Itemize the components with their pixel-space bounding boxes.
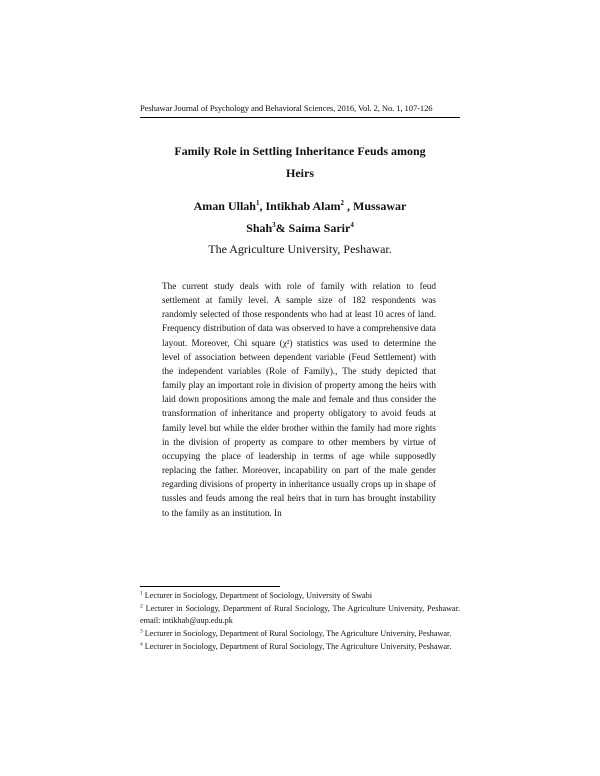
author-separator: &	[275, 221, 289, 235]
footnote-mark: 3	[140, 628, 143, 635]
footnote	[140, 641, 460, 652]
footnote	[140, 603, 460, 625]
abstract-paragraph: The current study deals with role of family with relation to feud settlement at family level. A sample size of 182 respondents was randomly selected of those respondents who had at least 10 acres of land. Frequency distribution of data was observed to have a comprehensive data layout. Moreover, Chi square (χ²) statistics was used to determine the level of association between dependent variable (Feud Settlement) with the independent variables (Role of Family)., The study depicted that family play an important role in division of property among the heirs with laid down propositions among the male and female and thus consider the transformation of inheritance and property obligatory to avoid feuds at family level but while the elder brother within the family had more rights in the division of property as compare to other members by virtue of occupying the place of leadership in terms of age while supposedly replacing the father. Moreover, incapability on part of the male gender regarding divisions of property in inheritance usually crops up in shape of tussles and feuds among the real heirs that in turn has brought instability to the family as an institution. In	[162, 281, 437, 518]
authors-line-1	[140, 195, 460, 217]
author-name: Shah	[246, 221, 273, 235]
author-footnote-mark: 4	[350, 221, 354, 229]
footnote-text: Lecturer in Sociology, Department of Sociology, University of Swabi	[144, 591, 373, 600]
footnote-rule	[140, 586, 280, 587]
author-separator: ,	[344, 199, 354, 213]
author-separator: ,	[259, 199, 266, 213]
author-list	[140, 195, 460, 239]
footnote-text: Lecturer in Sociology, Department of Rural Sociology, The Agriculture University, Peshawar.	[144, 628, 452, 638]
author-name: Aman Ullah	[193, 199, 256, 213]
paper-title	[140, 140, 460, 184]
author-name: Saima Sarir	[288, 221, 351, 235]
footnote	[140, 628, 460, 639]
title-line-2: Heirs	[286, 166, 314, 180]
affiliation: The Agriculture University, Peshawar.	[208, 242, 392, 256]
author-name: Intikhab Alam	[265, 199, 341, 213]
footnote-text: Lecturer in Sociology, Department of Rural Sociology, The Agriculture University, Peshawar.	[144, 642, 452, 652]
footnote-mark: 2	[140, 603, 143, 610]
footnote-mark: 4	[140, 641, 143, 648]
author-footnote-mark: 3	[272, 221, 276, 229]
journal-header: Peshawar Journal of Psychology and Behavioral Sciences, 2016, Vol. 2, No. 1, 107-126	[140, 103, 433, 113]
footnotes	[140, 590, 460, 655]
author-footnote-mark: 2	[340, 199, 345, 207]
header-rule	[140, 117, 460, 118]
footnote-text: Lecturer in Sociology, Department of Rural Sociology, The Agriculture University, Peshawar. email: intikhab@aup.edu.pk	[140, 604, 461, 625]
footnote	[140, 590, 460, 601]
title-line-1: Family Role in Settling Inheritance Feuds among	[174, 144, 426, 158]
author-footnote-mark: 1	[255, 199, 260, 207]
footnote-mark: 1	[140, 590, 143, 597]
author-name: Mussawar	[353, 199, 407, 213]
authors-line-2	[140, 217, 460, 239]
